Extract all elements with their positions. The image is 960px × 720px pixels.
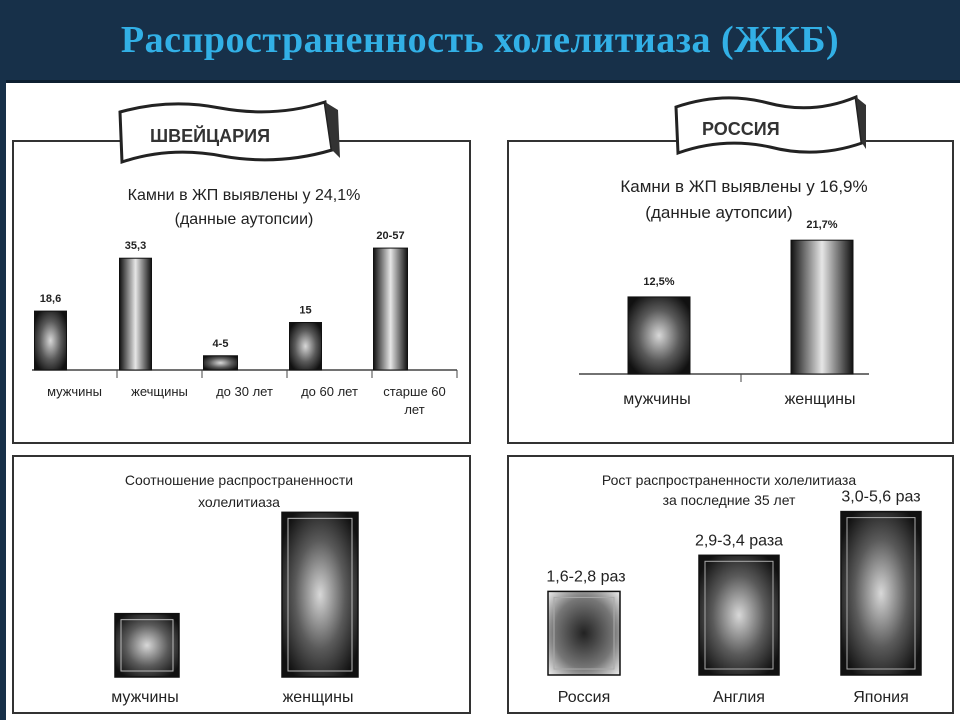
tick-label: женщины bbox=[784, 391, 856, 408]
bar bbox=[282, 512, 358, 677]
chart-title: Камни в ЖП выявлены у 24,1% bbox=[127, 187, 361, 204]
data-label: 20-57 bbox=[376, 230, 405, 243]
chart-title: за последние 35 лет bbox=[662, 492, 796, 508]
bar bbox=[791, 240, 853, 374]
tick-label: старше 60 bbox=[383, 384, 446, 399]
gender-ratio-chart bbox=[14, 457, 469, 712]
tick-label: лет bbox=[404, 402, 425, 417]
growth-chart bbox=[509, 457, 952, 712]
bar bbox=[374, 248, 408, 370]
bar bbox=[115, 614, 179, 677]
bar bbox=[699, 555, 779, 675]
russia-banner bbox=[668, 85, 868, 170]
data-label: 2,9-3,4 раза bbox=[694, 532, 784, 550]
bar bbox=[35, 311, 67, 370]
tick-label: Россия bbox=[557, 689, 611, 706]
tick-label: жечщины bbox=[131, 384, 188, 399]
data-label: 21,7% bbox=[806, 219, 838, 232]
slide-header bbox=[0, 0, 960, 83]
tick-label: мужчины bbox=[47, 384, 102, 399]
data-label: 4-5 bbox=[212, 337, 229, 350]
bar bbox=[548, 591, 620, 675]
tick-label: до 60 лет bbox=[301, 384, 358, 399]
bar bbox=[628, 297, 690, 374]
switzerland-chart bbox=[14, 142, 469, 442]
tick-label: женщины bbox=[282, 689, 354, 706]
bar bbox=[290, 323, 322, 371]
tick-label: мужчины bbox=[623, 391, 691, 408]
russia-chart bbox=[509, 142, 952, 442]
data-label: 15 bbox=[299, 304, 312, 317]
chart-title: Соотношение распространенности bbox=[124, 472, 354, 488]
switzerland-banner bbox=[110, 90, 340, 180]
gender-ratio-chart-panel bbox=[12, 455, 471, 714]
russia-banner-label: РОССИЯ bbox=[702, 119, 780, 139]
data-label: 1,6-2,8 раз bbox=[546, 568, 626, 586]
data-label: 3,0-5,6 раз bbox=[841, 488, 921, 506]
tick-label: Англия bbox=[713, 689, 765, 706]
switzerland-banner-label: ШВЕЙЦАРИЯ bbox=[150, 126, 271, 146]
bar bbox=[841, 512, 921, 675]
chart-title: Камни в ЖП выявлены у 16,9% bbox=[620, 177, 868, 196]
chart-subtitle: (данные аутопсии) bbox=[174, 211, 314, 228]
data-label: 18,6 bbox=[39, 293, 62, 306]
tick-label: Япония bbox=[853, 689, 909, 706]
bar bbox=[204, 356, 238, 370]
growth-chart-panel bbox=[507, 455, 954, 714]
tick-label: до 30 лет bbox=[216, 384, 273, 399]
tick-label: мужчины bbox=[111, 689, 179, 706]
data-label: 35,3 bbox=[124, 240, 147, 253]
data-label: 12,5% bbox=[643, 275, 675, 288]
switzerland-chart-panel bbox=[12, 140, 471, 444]
chart-title: Рост распространенности холелитиаза bbox=[601, 472, 857, 488]
bar bbox=[120, 258, 152, 370]
russia-chart-panel bbox=[507, 140, 954, 444]
chart-subtitle: (данные аутопсии) bbox=[645, 203, 793, 222]
left-accent-strip bbox=[0, 80, 6, 720]
page-title: Распространенность холелитиаза (ЖКБ) bbox=[120, 19, 840, 61]
chart-title: холелитиаза bbox=[198, 494, 280, 510]
